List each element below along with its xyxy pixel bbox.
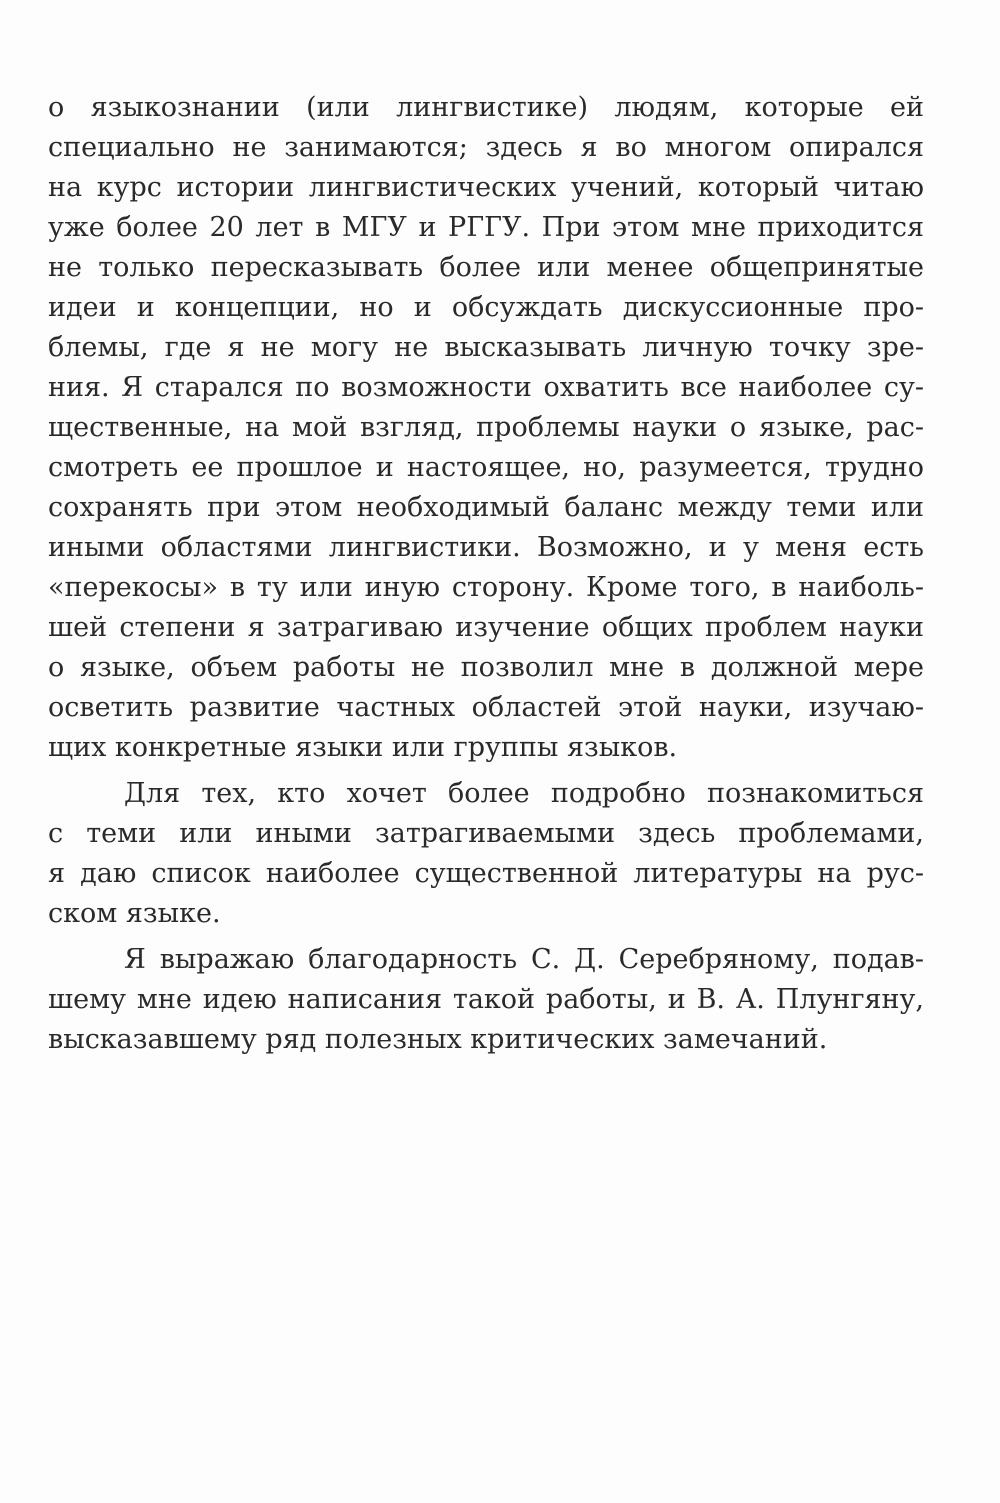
- text-line: Я выражаю благодарность С. Д. Серебряному, подав-: [124, 944, 924, 975]
- text-line: Для тех, кто хочет более подробно познакомиться: [124, 778, 924, 809]
- text-line: шему мне идею написания такой работы, и В. А. Плунгяну,: [48, 984, 924, 1015]
- text-line: иными областями лингвистики. Возможно, и у меня есть: [48, 532, 924, 563]
- text-line: о языке, объем работы не позволил мне в должной мере: [48, 652, 924, 683]
- text-line: щественные, на мой взгляд, проблемы науки о языке, рас-: [48, 412, 924, 443]
- text-line: уже более 20 лет в МГУ и РГГУ. При этом мне приходится: [48, 212, 924, 243]
- text-line: смотреть ее прошлое и настоящее, но, разумеется, трудно: [48, 452, 924, 483]
- text-line: сохранять при этом необходимый баланс между теми или: [48, 492, 924, 523]
- text-line: ском языке.: [48, 898, 221, 929]
- text-line: «перекосы» в ту или иную сторону. Кроме того, в наиболь-: [48, 572, 924, 603]
- text-line: с теми или иными затрагиваемыми здесь проблемами,: [48, 818, 924, 849]
- text-line: ния. Я старался по возможности охватить все наиболее су-: [48, 372, 924, 403]
- text-line: блемы, где я не могу не высказывать личную точку зре-: [48, 332, 924, 363]
- text-line: не только пересказывать более или менее общепринятые: [48, 252, 924, 283]
- text-line: осветить развитие частных областей этой науки, изучаю-: [48, 692, 924, 723]
- text-line: щих конкретные языки или группы языков.: [48, 732, 678, 763]
- text-line: я даю список наиболее существенной литературы на рус-: [48, 858, 924, 889]
- text-line: высказавшему ряд полезных критических замечаний.: [48, 1024, 828, 1055]
- text-line: идеи и концепции, но и обсуждать дискуссионные про-: [48, 292, 924, 323]
- text-line: на курс истории лингвистических учений, который читаю: [48, 172, 924, 203]
- text-line: о языкознании (или лингвистике) людям, которые ей: [48, 92, 924, 123]
- text-line: специально не занимаются; здесь я во многом опирался: [48, 132, 924, 163]
- text-line: шей степени я затрагиваю изучение общих проблем науки: [48, 612, 924, 643]
